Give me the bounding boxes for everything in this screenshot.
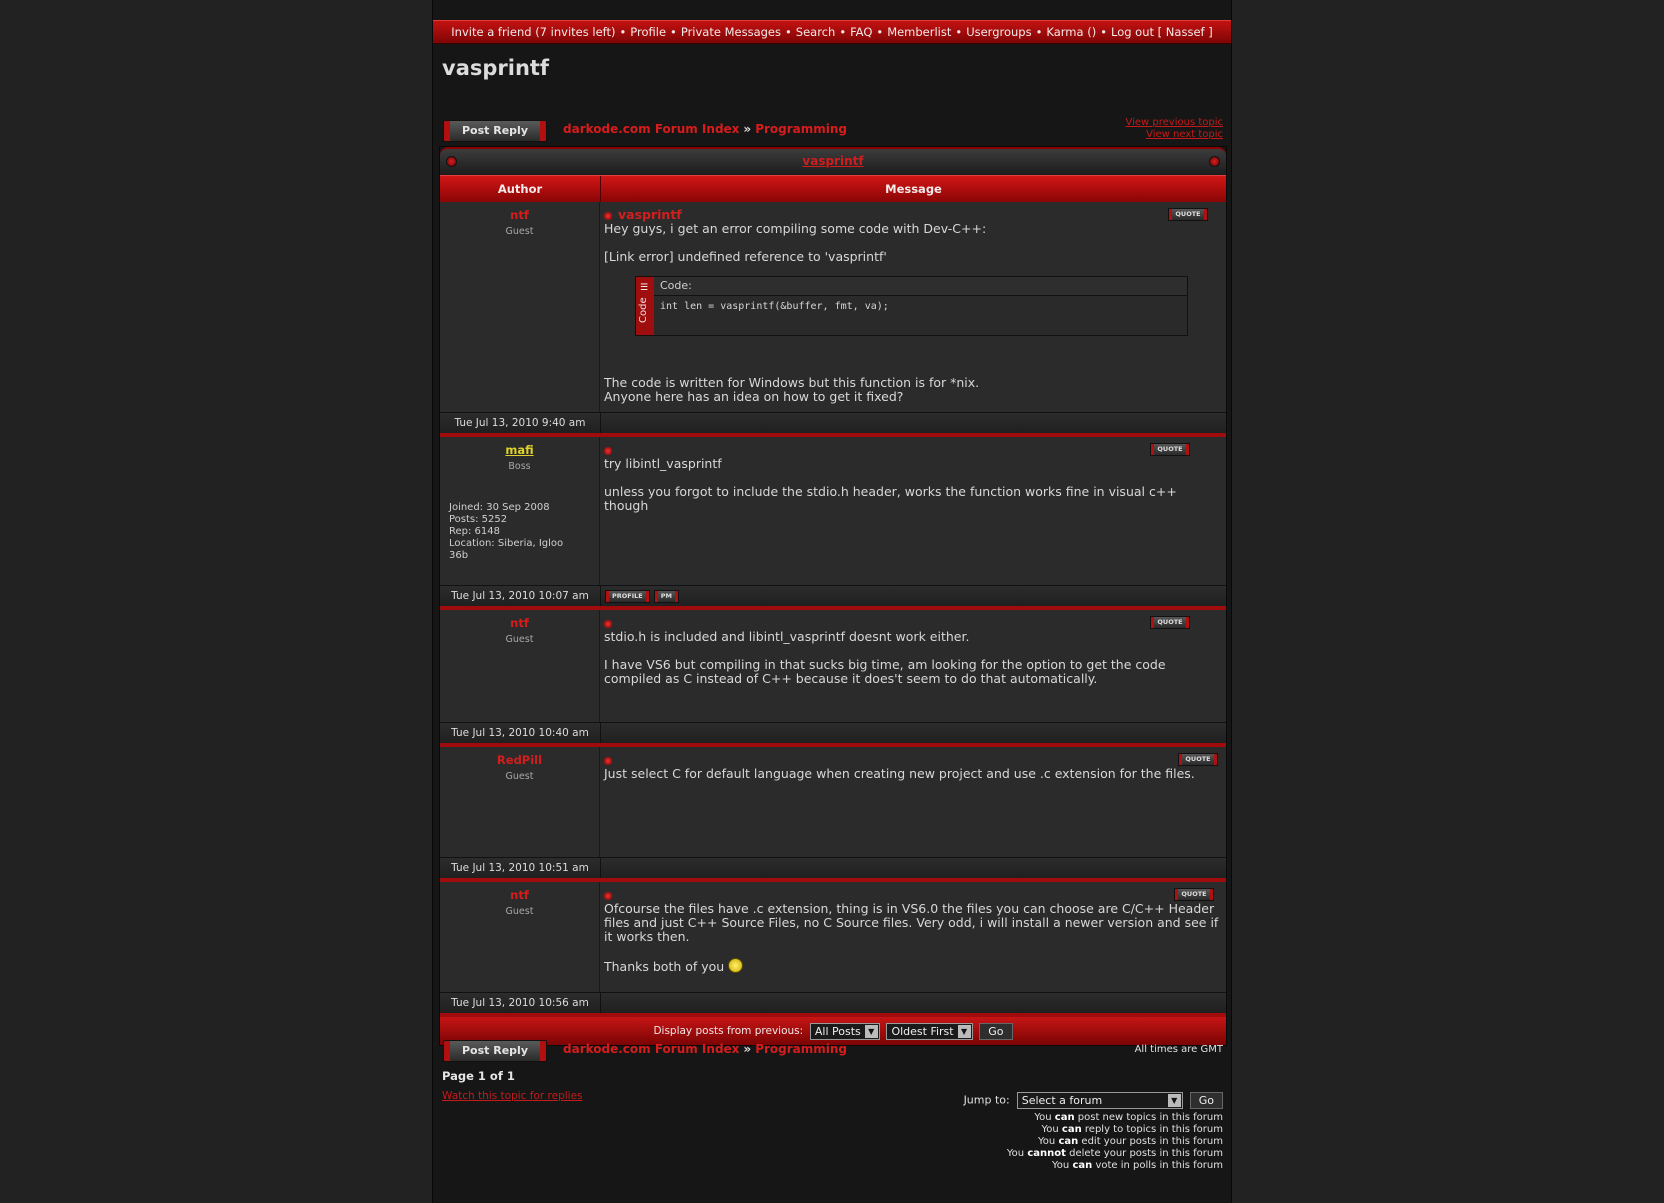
view-next-topic-link[interactable]: View next topic bbox=[1146, 129, 1223, 140]
perm-pre: You bbox=[1038, 1136, 1056, 1147]
timezone-note: All times are GMT bbox=[1134, 1044, 1223, 1055]
post-message bbox=[600, 747, 1226, 857]
list-icon: ☰ bbox=[640, 283, 649, 293]
post-message bbox=[600, 610, 1226, 722]
table-title-bar bbox=[440, 147, 1226, 175]
perm-pre: You bbox=[1052, 1160, 1070, 1171]
perm-verb: can bbox=[1072, 1160, 1093, 1171]
jump-to bbox=[964, 1092, 1223, 1109]
perm-verb: can bbox=[1058, 1136, 1079, 1147]
post bbox=[440, 610, 1226, 723]
nav-private-messages[interactable]: Private Messages bbox=[680, 25, 781, 39]
post-line: Ofcourse the files have .c extension, thing is in VS6.0 the files you can choose are C/C++ Header bbox=[604, 901, 1215, 916]
post-actions bbox=[601, 723, 1226, 743]
corner-dot-icon bbox=[1209, 156, 1220, 167]
author-location-cont: 36b bbox=[449, 550, 469, 561]
nav-separator: • bbox=[1100, 25, 1107, 39]
breadcrumb bbox=[563, 122, 847, 136]
breadcrumb-forum-index[interactable]: darkode.com Forum Index bbox=[563, 122, 740, 136]
display-go-button[interactable]: Go bbox=[979, 1023, 1012, 1040]
breadcrumb-programming[interactable]: Programming bbox=[755, 1042, 848, 1056]
chevron-down-icon: ▼ bbox=[958, 1025, 971, 1038]
smiley-icon bbox=[728, 958, 743, 973]
perm-post: reply to topics in this forum bbox=[1084, 1124, 1223, 1135]
perm-verb: can bbox=[1054, 1112, 1075, 1123]
author-name[interactable]: RedPill bbox=[496, 753, 543, 767]
breadcrumb-programming[interactable]: Programming bbox=[755, 122, 848, 136]
code-block bbox=[635, 276, 1188, 336]
post-line: I have VS6 but compiling in that sucks big time, am looking for the option to get the code bbox=[604, 657, 1166, 672]
post-date: Tue Jul 13, 2010 9:40 am bbox=[440, 413, 601, 433]
author-rep: Rep: 6148 bbox=[449, 526, 500, 537]
post-message bbox=[600, 437, 1226, 585]
quote-button[interactable]: QUOTE bbox=[1174, 888, 1214, 901]
line-gap bbox=[604, 644, 1222, 658]
top-navigation bbox=[433, 20, 1231, 44]
nav-separator: • bbox=[670, 25, 677, 39]
jump-go-button[interactable]: Go bbox=[1190, 1092, 1223, 1109]
post-actions bbox=[601, 858, 1226, 878]
post bbox=[440, 202, 1226, 413]
author-name[interactable]: ntf bbox=[510, 888, 529, 902]
column-headers bbox=[440, 175, 1226, 202]
post-author-cell bbox=[440, 437, 600, 585]
post bbox=[440, 747, 1226, 858]
post-line: try libintl_vasprintf bbox=[604, 456, 722, 471]
perm-post: edit your posts in this forum bbox=[1081, 1136, 1223, 1147]
post-date: Tue Jul 13, 2010 10:40 am bbox=[440, 723, 601, 743]
post-line: stdio.h is included and libintl_vasprintf doesnt work either. bbox=[604, 629, 970, 644]
nav-faq[interactable]: FAQ bbox=[850, 25, 873, 39]
post-message bbox=[600, 202, 1226, 412]
post-footer bbox=[440, 586, 1226, 610]
author-location: Location: Siberia, Igloo bbox=[449, 538, 564, 549]
post-line: The code is written for Windows but this function is for *nix. bbox=[604, 375, 980, 390]
perm-post: vote in polls in this forum bbox=[1095, 1160, 1223, 1171]
nav-separator: • bbox=[876, 25, 884, 39]
code-side-label: Code bbox=[638, 297, 649, 323]
perm-verb: cannot bbox=[1027, 1148, 1066, 1159]
nav-separator: • bbox=[1035, 25, 1043, 39]
corner-dot-icon bbox=[446, 156, 457, 167]
post-line: files and just C++ Source Files, no C Source files. Very odd, i will install a newer version and see if bbox=[604, 915, 1219, 930]
post-footer bbox=[440, 413, 1226, 437]
nav-profile[interactable]: Profile bbox=[630, 25, 667, 39]
breadcrumb-separator: » bbox=[743, 122, 752, 136]
page-wrapper bbox=[432, 0, 1232, 1203]
nav-invite[interactable]: Invite a friend (7 invites left) bbox=[451, 25, 616, 39]
nav-separator: • bbox=[619, 25, 627, 39]
post-actions bbox=[601, 993, 1226, 1013]
post-author-cell bbox=[440, 610, 600, 722]
forum-select-value: Select a forum bbox=[1021, 1094, 1103, 1107]
page-title: vasprintf bbox=[442, 56, 550, 80]
post-icon bbox=[604, 447, 612, 455]
table-topic-title-link[interactable]: vasprintf bbox=[802, 154, 864, 168]
nav-usergroups[interactable]: Usergroups bbox=[966, 25, 1032, 39]
post-date: Tue Jul 13, 2010 10:07 am bbox=[440, 586, 601, 606]
period-select-value: All Posts bbox=[814, 1024, 861, 1038]
period-select[interactable] bbox=[810, 1023, 880, 1040]
nav-separator: • bbox=[839, 25, 847, 39]
line-gap bbox=[604, 236, 1222, 250]
perm-pre: You bbox=[1006, 1148, 1025, 1159]
chevron-down-icon: ▼ bbox=[865, 1025, 878, 1038]
nav-separator: • bbox=[955, 25, 963, 39]
quote-button[interactable]: QUOTE bbox=[1168, 208, 1208, 221]
profile-button[interactable]: PROFILE bbox=[605, 590, 650, 603]
spacer bbox=[604, 336, 1222, 376]
post-author-cell bbox=[440, 882, 600, 992]
chevron-down-icon: ▼ bbox=[1168, 1094, 1181, 1107]
quote-button[interactable]: QUOTE bbox=[1178, 753, 1218, 766]
permission-line bbox=[1007, 1160, 1223, 1172]
code-header: Code: bbox=[654, 277, 1187, 296]
post-line: unless you forgot to include the stdio.h header, works the function works fine in visual c++ bbox=[604, 484, 1177, 499]
perm-verb: can bbox=[1061, 1124, 1082, 1135]
perm-post: post new topics in this forum bbox=[1077, 1112, 1223, 1123]
post-date: Tue Jul 13, 2010 10:51 am bbox=[440, 858, 601, 878]
post-line: though bbox=[604, 498, 649, 513]
post-footer bbox=[440, 858, 1226, 882]
quote-button[interactable]: QUOTE bbox=[1150, 616, 1190, 629]
order-select[interactable] bbox=[886, 1023, 972, 1040]
author-posts: Posts: 5252 bbox=[449, 514, 508, 525]
post-line: it works then. bbox=[604, 929, 690, 944]
post-icon bbox=[604, 757, 612, 765]
breadcrumb-forum-index[interactable]: darkode.com Forum Index bbox=[563, 1042, 740, 1056]
post-icon bbox=[604, 620, 612, 628]
post-message bbox=[600, 882, 1226, 992]
permission-line bbox=[1007, 1148, 1223, 1160]
author-joined: Joined: 30 Sep 2008 bbox=[449, 502, 550, 513]
breadcrumb-bottom bbox=[563, 1042, 847, 1056]
author-rank: Guest bbox=[505, 634, 534, 645]
post-line: Anyone here has an idea on how to get it fixed? bbox=[604, 389, 904, 404]
perm-post: delete your posts in this forum bbox=[1069, 1148, 1223, 1159]
post-icon bbox=[604, 892, 612, 900]
post-line: Thanks both of you bbox=[604, 959, 725, 974]
post-actions bbox=[601, 586, 1226, 606]
page-info: Page 1 of 1 bbox=[442, 1069, 515, 1083]
post-footer bbox=[440, 723, 1226, 747]
column-message-header: Message bbox=[885, 182, 942, 196]
post bbox=[440, 437, 1226, 586]
post-line: [Link error] undefined reference to 'vasprintf' bbox=[604, 249, 887, 264]
display-options-bar bbox=[440, 1017, 1226, 1045]
permissions-list bbox=[1007, 1112, 1223, 1172]
author-name[interactable]: ntf bbox=[510, 208, 529, 222]
pm-button[interactable]: PM bbox=[654, 590, 679, 603]
nav-memberlist[interactable]: Memberlist bbox=[887, 25, 952, 39]
watch-topic bbox=[442, 1090, 583, 1102]
perm-pre: You bbox=[1034, 1112, 1052, 1123]
view-previous-topic-link[interactable]: View previous topic bbox=[1125, 117, 1223, 128]
author-rank: Guest bbox=[505, 906, 534, 917]
column-author-header: Author bbox=[440, 176, 601, 202]
line-gap bbox=[604, 471, 1222, 485]
author-name[interactable]: ntf bbox=[510, 616, 529, 630]
post-icon bbox=[604, 212, 612, 220]
permission-line bbox=[1007, 1136, 1223, 1148]
topic-nav-links bbox=[1125, 117, 1223, 141]
post-subject: vasprintf bbox=[618, 207, 682, 222]
author-name[interactable]: mafi bbox=[505, 443, 534, 457]
post bbox=[440, 882, 1226, 993]
jump-label: Jump to: bbox=[963, 1093, 1010, 1107]
code-tab bbox=[636, 277, 654, 335]
post-footer bbox=[440, 993, 1226, 1017]
forum-select[interactable] bbox=[1017, 1092, 1183, 1109]
code-body bbox=[654, 277, 1187, 335]
author-stats bbox=[440, 502, 599, 562]
code-text: int len = vasprintf(&buffer, fmt, va); bbox=[660, 301, 889, 312]
watch-topic-link[interactable]: Watch this topic for replies bbox=[442, 1090, 583, 1102]
author-rank: Boss bbox=[508, 461, 531, 472]
post-author-cell bbox=[440, 202, 600, 412]
post-line: Just select C for default language when creating new project and use .c extension for the files. bbox=[604, 766, 1195, 781]
nav-search[interactable]: Search bbox=[795, 25, 836, 39]
post-reply-button[interactable]: Post Reply bbox=[443, 120, 547, 142]
display-posts-label: Display posts from previous: bbox=[653, 1025, 804, 1037]
quote-button[interactable]: QUOTE bbox=[1150, 443, 1190, 456]
post-actions bbox=[601, 413, 1226, 433]
post-author-cell bbox=[440, 747, 600, 857]
breadcrumb-separator: » bbox=[743, 1042, 752, 1056]
order-select-value: Oldest First bbox=[891, 1024, 954, 1038]
permission-line bbox=[1007, 1112, 1223, 1124]
author-rank: Guest bbox=[505, 226, 534, 237]
post-line: compiled as C instead of C++ because it does't seem to do that automatically. bbox=[604, 671, 1098, 686]
post-reply-button-bottom[interactable]: Post Reply bbox=[443, 1040, 547, 1062]
perm-pre: You bbox=[1041, 1124, 1059, 1135]
nav-logout[interactable]: Log out [ Nassef ] bbox=[1110, 25, 1213, 39]
post-date: Tue Jul 13, 2010 10:56 am bbox=[440, 993, 601, 1013]
nav-separator: • bbox=[785, 25, 792, 39]
posts-table bbox=[439, 146, 1227, 1046]
line-gap bbox=[604, 944, 1222, 958]
nav-karma[interactable]: Karma () bbox=[1046, 25, 1097, 39]
permission-line bbox=[1007, 1124, 1223, 1136]
author-rank: Guest bbox=[505, 771, 534, 782]
post-line: Hey guys, i get an error compiling some code with Dev-C++: bbox=[604, 221, 987, 236]
